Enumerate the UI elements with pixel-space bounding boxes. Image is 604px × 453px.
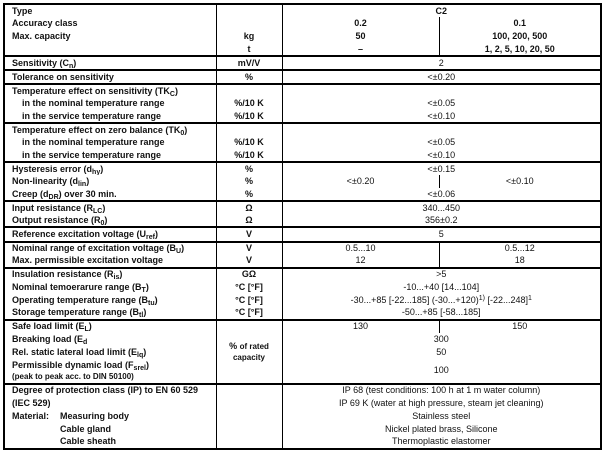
unit-cell: t: [216, 43, 282, 56]
unit-cell: %: [216, 188, 282, 201]
value-cell: <±0.10: [427, 110, 456, 121]
spec-table-body: [4, 4, 601, 449]
value-cell: C2: [282, 4, 601, 17]
value-cell: <±0.20: [282, 70, 601, 84]
spec-row: [4, 17, 601, 30]
spec-row: [4, 423, 601, 436]
value-cell: 100: [433, 365, 449, 376]
spec-row: [4, 30, 601, 43]
spec-row: [4, 359, 601, 384]
value-cell: IP 68 (test conditions: 100 h at 1 m water column): [282, 384, 601, 397]
spec-row: [4, 188, 601, 201]
spec-row: [4, 333, 601, 346]
parameter-label: Permissible dynamic load $(F_{srel})$ (peak to peak acc. to DIN 50100): [4, 359, 216, 384]
unit-cell: %: [216, 162, 282, 175]
spec-row: [4, 255, 601, 268]
spec-row: [4, 384, 601, 397]
spec-row: [4, 175, 601, 188]
value-cell-right: 18: [439, 255, 601, 268]
value-cell: >5: [282, 268, 601, 281]
parameter-label: Breaking load ($E_d$: [4, 333, 216, 346]
parameter-label: Temperature effect on zero balance $(TK_0)$: [4, 123, 216, 136]
value-cell: Thermoplastic elastomer: [391, 436, 491, 447]
parameter-label: Degree of protection class (IP) to EN 60 529: [4, 384, 216, 397]
value-cell: -10...+40 [14...104]: [403, 281, 480, 292]
unit-cell: [216, 17, 282, 30]
unit-cell: %/10 K: [216, 110, 282, 123]
value-cell: 340...450: [282, 201, 601, 214]
spec-row: [4, 214, 601, 227]
value-cell: IP 69 K (water at high pressure, steam jet cleaning): [339, 397, 544, 408]
unit-cell: mV/V: [216, 56, 282, 70]
value-cell: <±0.05: [427, 98, 456, 109]
unit-cell: [216, 84, 282, 97]
spec-row: [4, 70, 601, 84]
spec-row: [4, 268, 601, 281]
unit-cell: Ω: [216, 201, 282, 214]
spec-row: [4, 397, 601, 410]
value-cell: <±0.06: [427, 188, 456, 199]
spec-row: [4, 110, 601, 123]
spec-row: [4, 149, 601, 162]
parameter-label: [4, 43, 216, 56]
unit-cell: [216, 384, 282, 449]
spec-row: [4, 136, 601, 149]
unit-cell: GΩ: [216, 268, 282, 281]
spec-row: [4, 56, 601, 70]
spec-row: [4, 436, 601, 449]
unit-cell: %: [216, 70, 282, 84]
unit-cell: %/10 K: [216, 97, 282, 110]
parameter-label: Insulation resistance $(R_{is})$: [4, 268, 216, 281]
parameter-label: Cable gland: [4, 423, 216, 436]
unit-cell: V: [216, 255, 282, 268]
parameter-label: Input resistance $(R_{LC})$: [4, 201, 216, 214]
parameter-label: Sensitivity $(C_n)$: [4, 56, 216, 70]
value-cell-right: 100, 200, 500: [439, 30, 601, 43]
value-cell-right: 0.5...12: [439, 242, 601, 255]
unit-cell: Ω: [216, 214, 282, 227]
unit-cell: °C [°F]: [216, 307, 282, 320]
value-cell: <±0.15: [282, 162, 601, 175]
value-cell: -30...+85 [-22...185] $(-30...+120)^{1)}$ $[-22...248]^1$: [350, 294, 532, 305]
spec-row: [4, 84, 601, 97]
parameter-label: Hysteresis error $(d_{hy})$: [4, 162, 216, 175]
parameter-label: Output resistance $(R_0)$: [4, 214, 216, 227]
value-cell-right: 150: [439, 320, 601, 333]
value-cell-right: <±0.10: [439, 175, 601, 188]
unit-cell: °C [°F]: [216, 281, 282, 294]
unit-cell: %/10 K: [216, 149, 282, 162]
spec-row: [4, 227, 601, 241]
value-cell: 5: [282, 227, 601, 241]
value-cell: Nickel plated brass, Silicone: [384, 423, 498, 434]
parameter-label: Tolerance on sensitivity: [4, 70, 216, 84]
value-cell: -50...+85 [-58...185]: [401, 307, 481, 318]
spec-row: [4, 294, 601, 307]
spec-row: [4, 410, 601, 423]
unit-cell: [216, 4, 282, 17]
parameter-label: Nominal temoerarure range $(B_T)$: [4, 281, 216, 294]
unit-cell: [216, 123, 282, 136]
parameter-label: Nominal range of excitation voltage $(B_U)$: [4, 242, 216, 255]
value-cell-left: –: [357, 43, 363, 54]
parameter-label: Creep $(d_{DR})$ over 30 min.: [4, 188, 216, 201]
parameter-label: in the service temperature range: [4, 149, 216, 162]
value-cell-left: 0.5...10: [282, 242, 439, 255]
spec-row: [4, 320, 601, 333]
spec-row: [4, 4, 601, 17]
value-cell-left: 0.2: [354, 18, 367, 29]
unit-cell: V: [216, 227, 282, 241]
value-cell: [282, 84, 601, 97]
value-cell-left: 50: [355, 31, 366, 42]
value-cell-left: 130: [282, 320, 439, 333]
parameter-label: Reference excitation voltage $(U_{ref})$: [4, 227, 216, 241]
value-cell: 356±0.2: [425, 214, 458, 225]
parameter-label: Rel. static lateral load limit $(E_{lq})$: [4, 346, 216, 359]
spec-row: [4, 346, 601, 359]
spec-row: [4, 123, 601, 136]
parameter-label: (IEC 529): [4, 397, 216, 410]
unit-cell: % of rated capacity: [216, 320, 282, 384]
value-cell-right: 0.1: [439, 17, 601, 30]
unit-cell: %/10 K: [216, 136, 282, 149]
parameter-label: Cable sheath: [4, 436, 216, 449]
value-cell: 2: [282, 56, 601, 70]
parameter-label: in the service temperature range: [4, 110, 216, 123]
value-cell-left: <±0.20: [346, 176, 375, 187]
parameter-label: Operating temperature range $(B_{tu})$: [4, 294, 216, 307]
spec-row: [4, 43, 601, 56]
unit-cell: V: [216, 242, 282, 255]
parameter-label: Safe load limit $(E_L)$: [4, 320, 216, 333]
parameter-label: Non-linearity $(d_{lin})$: [4, 175, 216, 188]
spec-row: [4, 307, 601, 320]
value-cell: <±0.05: [427, 137, 456, 148]
unit-cell: kg: [216, 30, 282, 43]
parameter-label: Type: [4, 4, 216, 17]
parameter-label: Max. permissible excitation voltage: [4, 255, 216, 268]
unit-cell: %: [216, 175, 282, 188]
spec-row: [4, 162, 601, 175]
spec-row: [4, 242, 601, 255]
parameter-label: Temperature effect on sensitivity $(TK_C)$: [4, 84, 216, 97]
spec-row: [4, 281, 601, 294]
value-cell-right: 1, 2, 5, 10, 20, 50: [439, 43, 601, 56]
spec-row: [4, 97, 601, 110]
value-cell-left: 12: [355, 255, 366, 266]
parameter-label: Material: Measuring body: [4, 410, 216, 423]
value-cell: <±0.10: [427, 149, 456, 160]
parameter-label: Max. capacity: [4, 30, 216, 43]
parameter-label: in the nominal temperature range: [4, 97, 216, 110]
value-cell: 50: [436, 346, 447, 357]
spec-table: [3, 3, 602, 450]
value-cell: 300: [433, 333, 449, 344]
parameter-label: in the nominal temperature range: [4, 136, 216, 149]
unit-cell: °C [°F]: [216, 294, 282, 307]
value-cell: [282, 123, 601, 136]
value-cell: Stainless steel: [412, 410, 471, 421]
parameter-label: Storage temperature range $(B_{tl})$: [4, 307, 216, 320]
parameter-label: Accuracy class: [4, 17, 216, 30]
spec-row: [4, 201, 601, 214]
